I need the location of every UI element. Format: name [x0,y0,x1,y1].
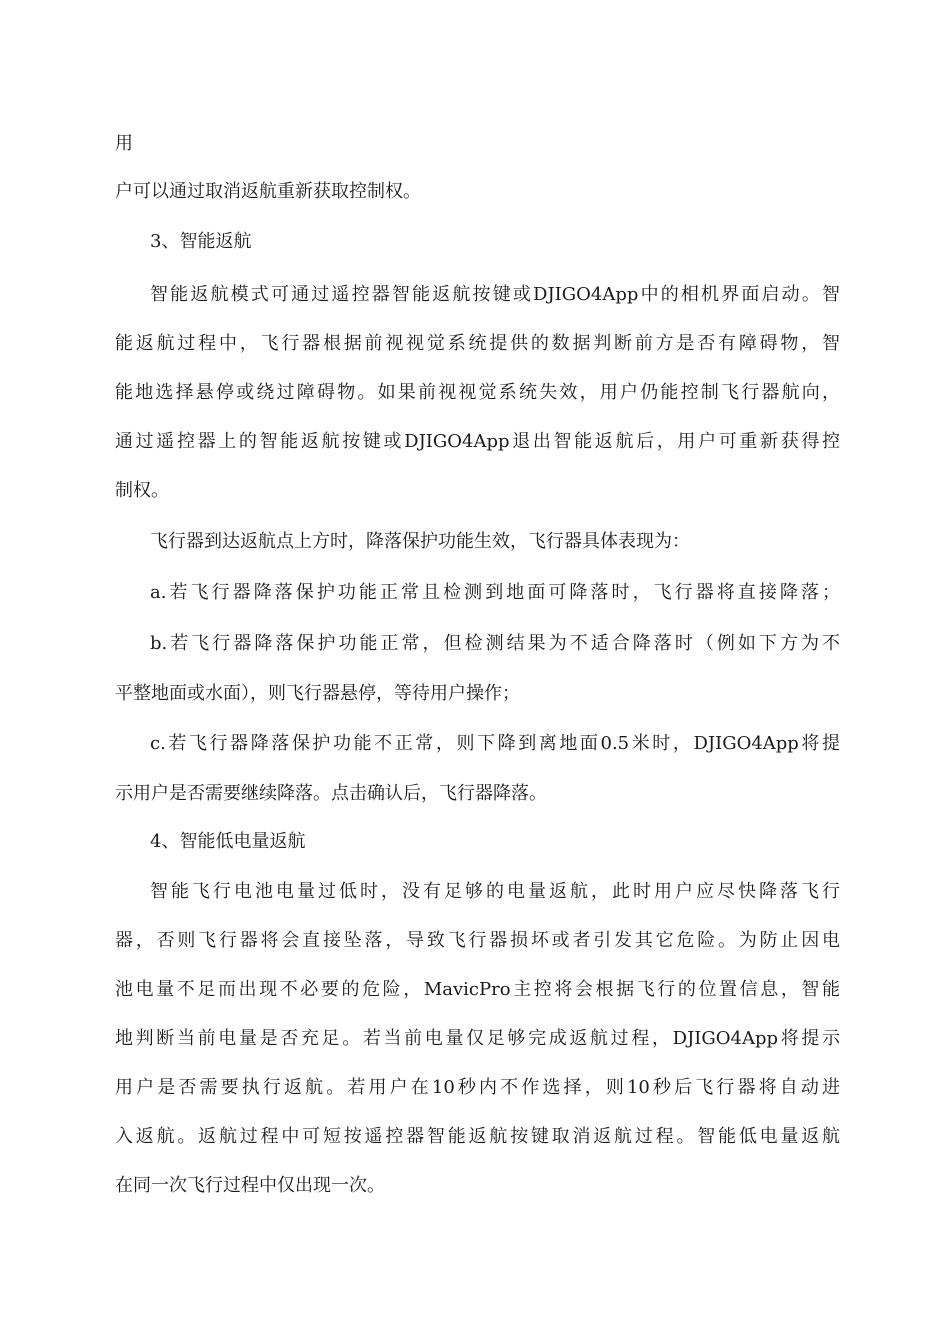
text-line: 飞行器到达返航点上方时，降落保护功能生效，飞行器具体表现为： [150,531,690,552]
text-line: 户可以通过取消返航重新获取控制权。 [115,181,421,202]
section-heading: 4、智能低电量返航 [150,831,306,852]
text-line: 智能飞行电池电量过低时，没有足够的电量返航，此时用户应尽快降落飞行 [150,881,840,902]
text-line: 制权。 [115,480,169,501]
text-line: 在同一次飞行过程中仅出现一次。 [115,1175,385,1196]
text-line: 示用户是否需要继续降落。点击确认后，飞行器降落。 [115,783,547,804]
text-line: 用户是否需要执行返航。若用户在10秒内不作选择，则10秒后飞行器将自动进 [115,1077,840,1098]
text-line: 入返航。返航过程中可短按遥控器智能返航按键取消返航过程。智能低电量返航 [115,1126,840,1147]
text-line: 能返航过程中，飞行器根据前视视觉系统提供的数据判断前方是否有障碍物，智 [115,333,840,354]
text-line: 通过遥控器上的智能返航按键或DJIGO4App退出智能返航后，用户可重新获得控 [115,431,840,452]
text-line: 平整地面或水面），则飞行器悬停，等待用户操作； [115,683,520,704]
text-line: 用 [115,133,133,154]
text-line: c.若飞行器降落保护功能不正常，则下降到离地面0.5米时，DJIGO4App将提 [150,733,840,754]
text-line: 智能返航模式可通过遥控器智能返航按键或DJIGO4App中的相机界面启动。智 [150,284,840,305]
text-line: 器，否则飞行器将会直接坠落，导致飞行器损坏或者引发其它危险。为防止因电 [115,930,840,951]
section-heading: 3、智能返航 [150,231,252,252]
text-line: a.若飞行器降落保护功能正常且检测到地面可降落时，飞行器将直接降落； [150,582,840,603]
text-line: b.若飞行器降落保护功能正常，但检测结果为不适合降落时（例如下方为不 [150,633,840,654]
text-line: 池电量不足而出现不必要的危险，MavicPro主控将会根据飞行的位置信息，智能 [115,979,840,1000]
text-line: 能地选择悬停或绕过障碍物。如果前视视觉系统失效，用户仍能控制飞行器航向， [115,382,840,403]
text-line: 地判断当前电量是否充足。若当前电量仅足够完成返航过程，DJIGO4App将提示 [115,1028,840,1049]
